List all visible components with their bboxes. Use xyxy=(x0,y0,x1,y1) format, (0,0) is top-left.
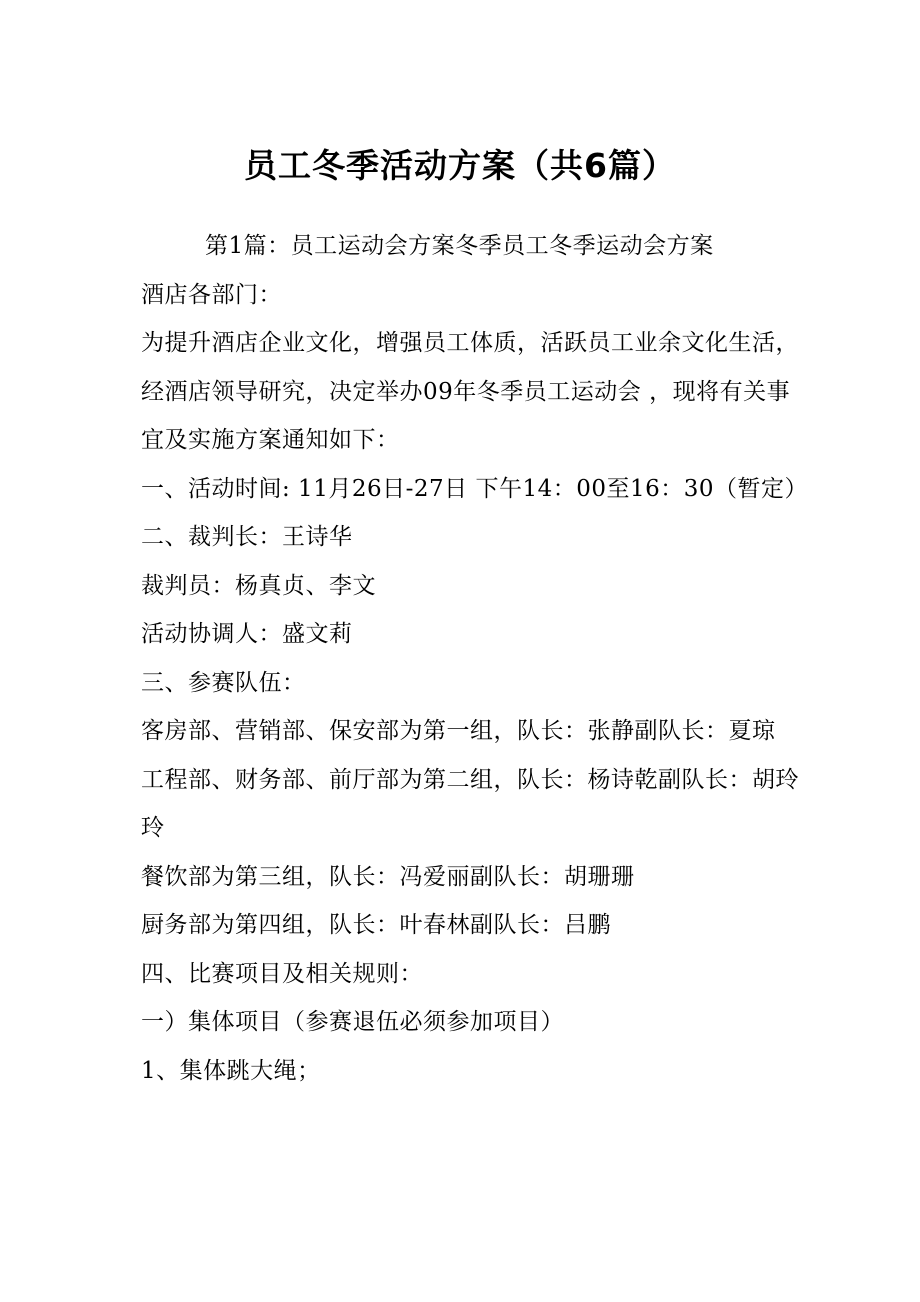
group-events-heading: 一）集体项目（参赛退伍必须参加项目） xyxy=(141,1009,564,1035)
team-group-4: 厨务部为第四组，队长：叶春林副队长：吕鹏 xyxy=(141,912,611,938)
document-body xyxy=(141,222,809,1095)
chief-referee: 二、裁判长：王诗华 xyxy=(141,524,353,550)
teams-heading: 三、参赛队伍： xyxy=(141,669,306,696)
event-item-1: 1、集体跳大绳； xyxy=(141,1057,321,1084)
activity-coordinator: 活动协调人：盛文莉 xyxy=(141,621,353,647)
team-group-2: 工程部、财务部、前厅部为第二组，队长：杨诗乾副队长：胡玲玲 xyxy=(141,766,799,841)
document-title: 员工冬季活动方案（共6篇） xyxy=(244,146,676,185)
intro-paragraph: 为提升酒店企业文化，增强员工体质，活跃员工业余文化生活，经酒店领导研究，决定举办09年冬季员工运动会 ，现将有关事宜及实施方案通知如下： xyxy=(141,330,799,453)
addressee-line: 酒店各部门： xyxy=(141,281,282,308)
events-rules-heading: 四、比赛项目及相关规则： xyxy=(141,960,423,987)
section-heading-part-1: 第1篇：员工运动会方案冬季员工冬季运动会方案 xyxy=(205,233,714,259)
team-group-3: 餐饮部为第三组，队长：冯爱丽副队长：胡珊珊 xyxy=(141,863,635,890)
activity-time: 一、活动时间: 11月26日-27日 下午14：00至16：30（暂定） xyxy=(141,475,809,502)
referees: 裁判员：杨真贞、李文 xyxy=(141,572,376,599)
team-group-1: 客房部、营销部、保安部为第一组，队长：张静副队长：夏琼 xyxy=(141,718,776,744)
